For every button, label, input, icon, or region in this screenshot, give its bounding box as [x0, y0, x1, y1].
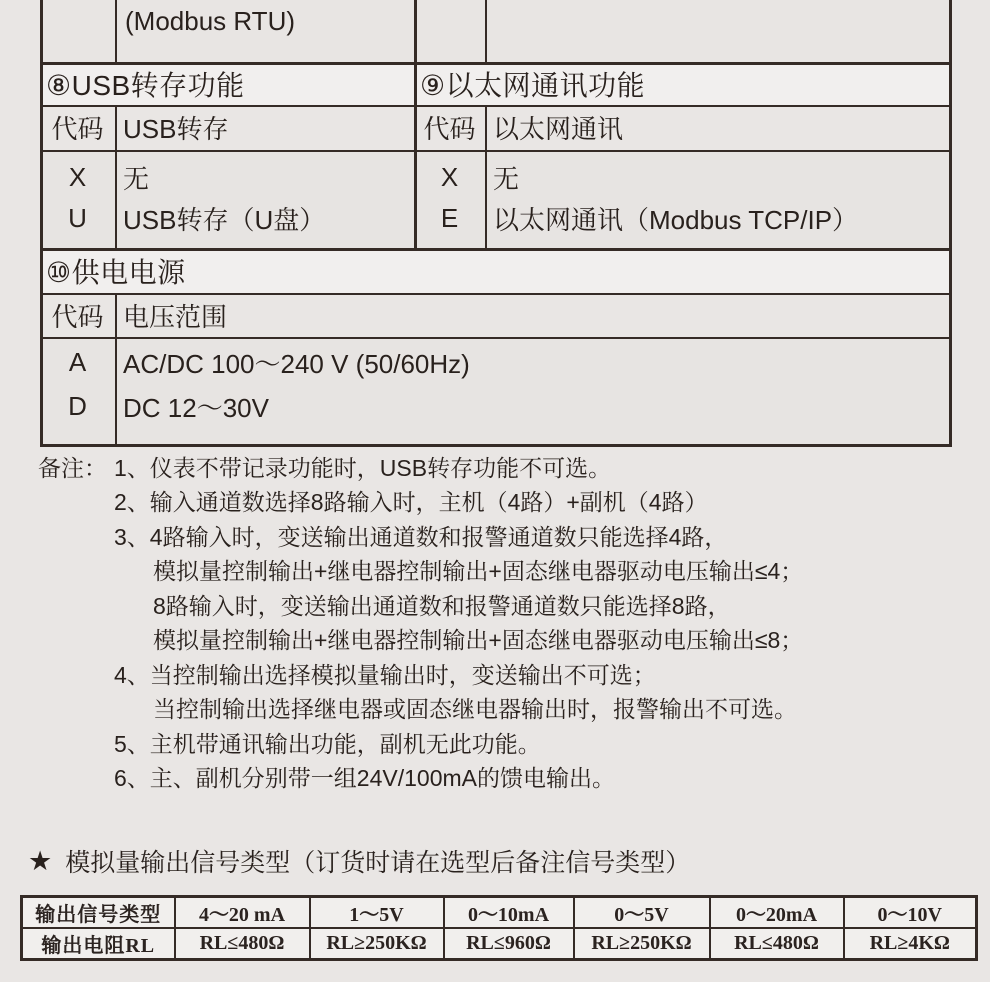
resistance-cell: RL≤480Ω — [710, 928, 844, 960]
grid-line — [115, 105, 117, 248]
note-text: 模拟量控制输出+继电器控制输出+固态继电器驱动电压输出≤8； — [153, 627, 804, 654]
grid-line — [115, 293, 117, 444]
sec9-row0-desc: 无 — [493, 163, 520, 194]
sec10-row1-desc: DC 12～30V — [123, 392, 269, 423]
note-text: 模拟量控制输出+继电器控制输出+固态继电器驱动电压输出≤4； — [153, 558, 804, 585]
signal-type-heading — [28, 845, 690, 877]
resistance-cell: RL≥250KΩ — [310, 928, 444, 960]
signal-table-row2-label: 输出电阻RL — [22, 928, 175, 960]
sec8-row0-desc: 无 — [123, 163, 150, 194]
sec9-col-desc: 以太网通讯 — [493, 114, 624, 144]
signal-table — [20, 895, 978, 961]
note-line — [0, 725, 990, 760]
sec10-row1-code: D — [68, 390, 87, 421]
resistance-cell: RL≥250KΩ — [574, 928, 710, 960]
note-text: 5、主机带通讯输出功能，副机无此功能。 — [114, 730, 541, 757]
grid-line — [40, 337, 952, 339]
sec8-col-code: 代码 — [51, 114, 104, 144]
note-text: 1、仪表不带记录功能时，USB转存功能不可选。 — [114, 454, 612, 481]
section10-title: ⑩供电电源 — [46, 256, 186, 288]
grid-line — [949, 0, 952, 447]
note-line — [0, 760, 990, 795]
note-line — [0, 553, 990, 588]
signal-table-row1-label: 输出信号类型 — [22, 897, 175, 929]
sec9-row0-code: X — [440, 161, 459, 192]
note-line — [0, 449, 990, 484]
sec8-row1-code: U — [68, 202, 87, 233]
grid-line — [40, 444, 952, 447]
signal-type-cell: 0～10V — [844, 897, 977, 929]
grid-line — [115, 0, 117, 62]
note-text: 8路输入时，变送输出通道数和报警通道数只能选择8路， — [153, 592, 731, 619]
notes-block — [0, 449, 990, 794]
sec10-col-desc: 电压范围 — [123, 301, 228, 332]
sec10-col-code: 代码 — [51, 301, 104, 332]
sec10-row0-desc: AC/DC 100～240 V (50/60Hz) — [123, 348, 470, 379]
resistance-cell: RL≥4KΩ — [844, 928, 977, 960]
note-text: 6、主、副机分别带一组24V/100mA的馈电输出。 — [114, 765, 615, 792]
partial-desc-text: (Modbus RTU) — [125, 6, 296, 36]
sec8-col-desc: USB转存 — [123, 114, 229, 144]
grid-line — [485, 105, 487, 248]
grid-line — [40, 150, 952, 152]
note-text: 当控制输出选择继电器或固态继电器输出时，报警输出不可选。 — [153, 696, 797, 723]
section9-title: ⑨以太网通讯功能 — [420, 69, 646, 101]
note-line — [0, 656, 990, 691]
resistance-cell: RL≤480Ω — [175, 928, 310, 960]
resistance-cell: RL≤960Ω — [444, 928, 574, 960]
notes-label: 备注： — [38, 454, 107, 481]
sec9-row1-code: E — [440, 202, 459, 233]
grid-line — [485, 0, 487, 62]
signal-type-title: 模拟量输出信号类型（订货时请在选型后备注信号类型） — [65, 849, 691, 877]
signal-table-row-resistance — [22, 928, 977, 960]
signal-type-cell: 4～20 mA — [175, 897, 310, 929]
note-line — [0, 518, 990, 553]
signal-type-cell: 0～20mA — [710, 897, 844, 929]
sec9-col-code: 代码 — [423, 114, 476, 144]
sec10-row0-code: A — [68, 346, 87, 377]
signal-table-row-types — [22, 897, 977, 929]
star-icon: ★ — [28, 845, 53, 876]
note-line — [0, 587, 990, 622]
signal-type-cell: 0～5V — [574, 897, 710, 929]
section8-title: ⑧USB转存功能 — [46, 69, 245, 101]
note-line — [0, 622, 990, 657]
sec8-row1-desc: USB转存（U盘） — [123, 204, 326, 235]
note-line — [0, 484, 990, 519]
sec9-row1-desc: 以太网通讯（Modbus TCP/IP） — [493, 204, 859, 235]
signal-type-cell: 0～10mA — [444, 897, 574, 929]
note-text: 3、4路输入时，变送输出通道数和报警通道数只能选择4路， — [114, 523, 728, 550]
note-text: 2、输入通道数选择8路输入时，主机（4路）+副机（4路） — [114, 489, 708, 516]
note-text: 4、当控制输出选择模拟量输出时，变送输出不可选； — [114, 661, 656, 688]
sec8-row0-code: X — [68, 161, 87, 192]
signal-type-cell: 1～5V — [310, 897, 444, 929]
note-line — [0, 691, 990, 726]
